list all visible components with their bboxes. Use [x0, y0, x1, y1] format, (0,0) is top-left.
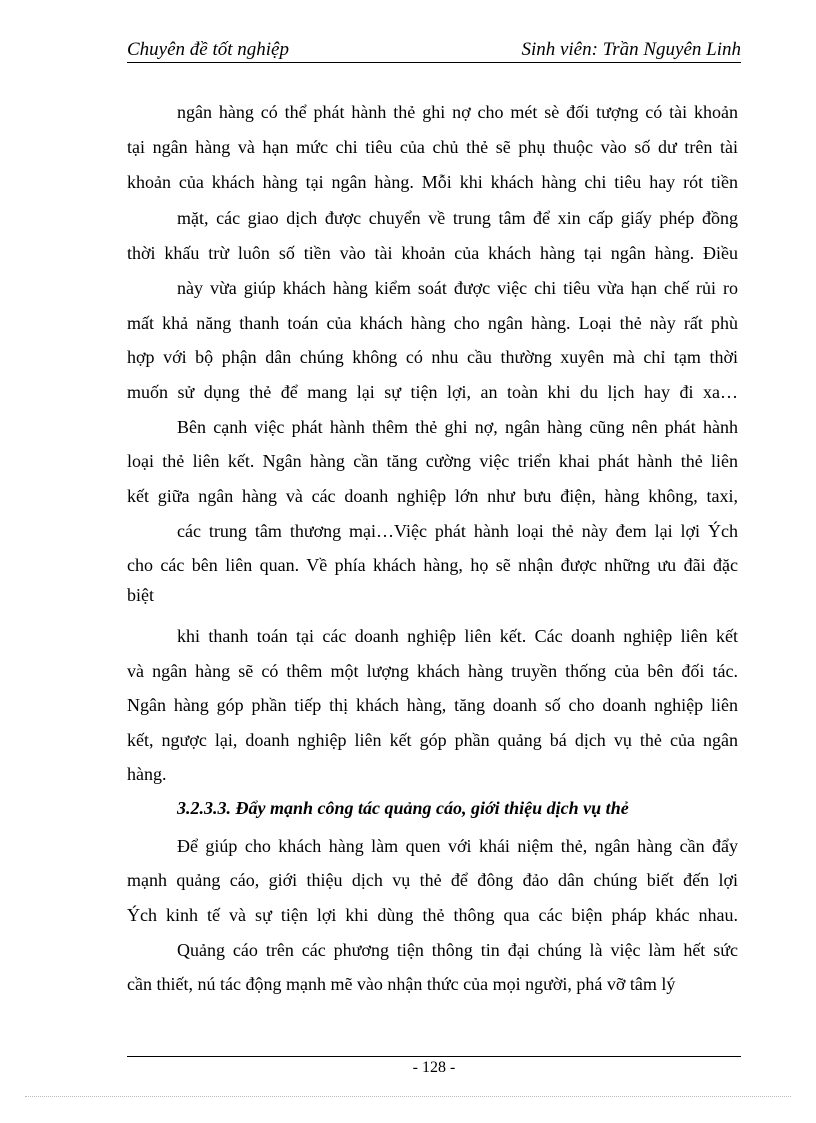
section-heading: 3.2.3.3. Đẩy mạnh công tác quảng cáo, giới thiệu dịch vụ thẻ — [177, 798, 629, 818]
body-line: Ngân hàng góp phần tiếp thị khách hàng, tăng doanh số cho doanh nghiệp liên — [127, 695, 738, 715]
body-line: thời khấu trừ luôn số tiền vào tài khoản của khách hàng tại ngân hàng. Điều — [127, 243, 738, 263]
header-title: Chuyên đề tốt nghiệp — [127, 39, 289, 60]
page-header — [127, 38, 741, 63]
body-line: Bên cạnh việc phát hành thêm thẻ ghi nợ, ngân hàng cũng nên phát hành — [177, 417, 738, 437]
body-line: và ngân hàng sẽ có thêm một lượng khách hàng truyền thống của bên đối tác. — [127, 661, 738, 681]
body-line: Ých kinh tế và sự tiện lợi khi dùng thẻ thông qua các biện pháp khác nhau. — [127, 905, 738, 925]
body-line: hàng. — [127, 764, 167, 784]
body-line: ngân hàng có thể phát hành thẻ ghi nợ cho mét sè đối tượng có tài khoản — [177, 102, 738, 122]
body-line: tại ngân hàng và hạn mức chi tiêu của chủ thẻ sẽ phụ thuộc vào số dư trên tài — [127, 137, 738, 157]
footer-divider — [127, 1056, 741, 1057]
body-line: hợp với bộ phận dân chúng không có nhu cầu thường xuyên mà chỉ tạm thời — [127, 347, 738, 367]
page-bottom-border — [25, 1096, 791, 1097]
body-line: muốn sử dụng thẻ để mang lại sự tiện lợi, an toàn khi du lịch hay đi xa… — [127, 382, 738, 402]
body-line: khi thanh toán tại các doanh nghiệp liên kết. Các doanh nghiệp liên kết — [177, 626, 738, 646]
body-line: biệt — [127, 585, 154, 605]
body-line: loại thẻ liên kết. Ngân hàng cần tăng cường việc triển khai phát hành thẻ liên — [127, 451, 738, 471]
body-line: Quảng cáo trên các phương tiện thông tin đại chúng là việc làm hết sức — [177, 940, 738, 960]
body-line: mất khả năng thanh toán của khách hàng cho ngân hàng. Loại thẻ này rất phù — [127, 313, 738, 333]
body-line: cần thiết, nú tác động mạnh mẽ vào nhận thức của mọi người, phá vỡ tâm lý — [127, 974, 676, 994]
header-author: Sinh viên: Trần Nguyên Linh — [521, 39, 741, 60]
page-number: - 128 - — [412, 1059, 456, 1076]
body-line: mặt, các giao dịch được chuyển về trung tâm để xin cấp giấy phép đồng — [177, 208, 738, 228]
body-line: kết giữa ngân hàng và các doanh nghiệp lớn như bưu điện, hàng không, taxi, — [127, 486, 738, 506]
body-line: này vừa giúp khách hàng kiểm soát được việc chi tiêu vừa hạn chế rủi ro — [177, 278, 738, 298]
body-line: kết, ngược lại, doanh nghiệp liên kết góp phần quảng bá dịch vụ thẻ của ngân — [127, 730, 738, 750]
body-line: các trung tâm thương mại…Việc phát hành loại thẻ này đem lại lợi Ých — [177, 521, 738, 541]
body-line: mạnh quảng cáo, giới thiệu dịch vụ thẻ để đông đảo dân chúng biết đến lợi — [127, 870, 738, 890]
body-line: cho các bên liên quan. Về phía khách hàng, họ sẽ nhận được những ưu đãi đặc — [127, 555, 738, 575]
body-line: khoản của khách hàng tại ngân hàng. Mỗi khi khách hàng chi tiêu hay rót tiền — [127, 172, 738, 192]
body-line: Để giúp cho khách hàng làm quen với khái niệm thẻ, ngân hàng cần đẩy — [177, 836, 738, 856]
